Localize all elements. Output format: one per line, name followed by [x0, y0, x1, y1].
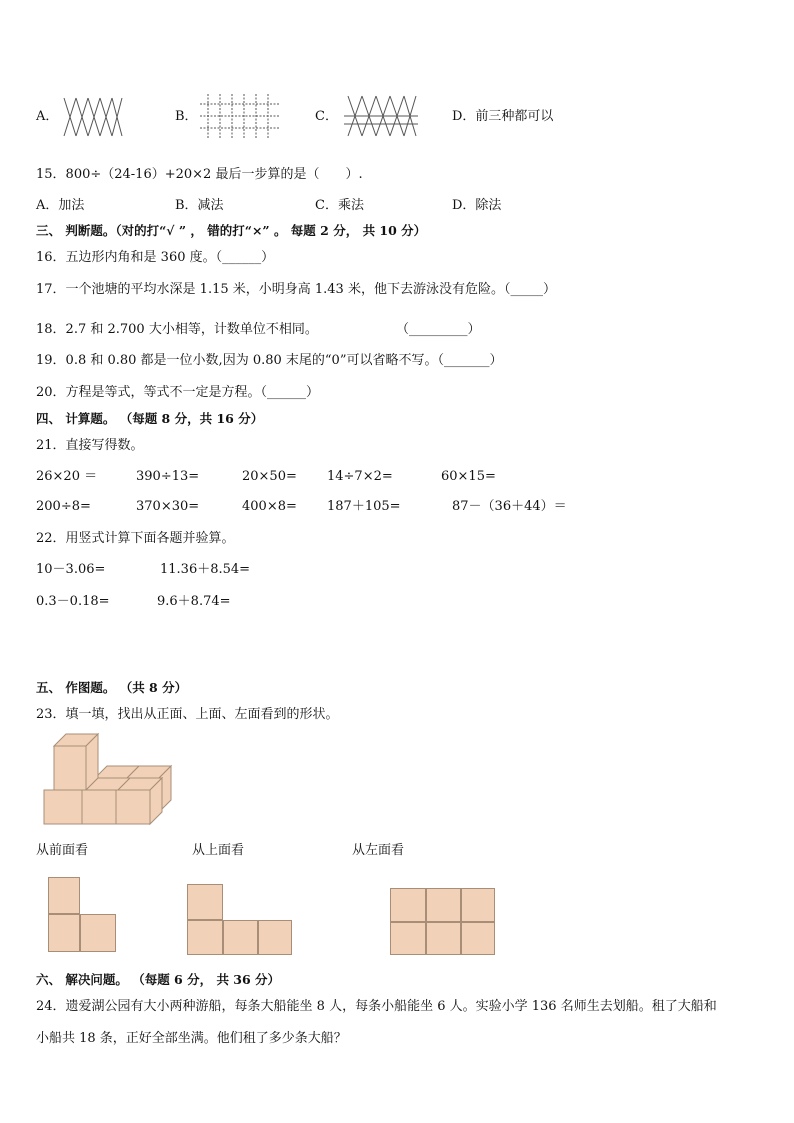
calc-item: 26×20 ＝ — [36, 469, 98, 484]
calc-item: 187＋105= — [327, 499, 401, 514]
q15-option-b: B．减法 — [175, 198, 224, 213]
q24-line2: 小船共 18 条，正好全部坐满。他们租了多少条大船？ — [36, 1031, 347, 1046]
section3-title: 三、 判断题。（对的打“√ ” ， 错的打“×” 。 每题 2 分， 共 10 分） — [36, 223, 427, 238]
view-square — [187, 920, 223, 955]
calc-item: 390÷13= — [136, 469, 200, 484]
vertical-calc-item: 0.3－0.18= — [36, 594, 110, 609]
q15-option-d: D．除法 — [452, 198, 502, 213]
q19: 19．0.8 和 0.80 都是一位小数,因为 0.80 末尾的“0”可以省略不写。（_______） — [36, 353, 503, 368]
vertical-calc-item: 11.36＋8.54= — [160, 562, 251, 577]
q16: 16．五边形内角和是 360 度。（______） — [36, 250, 275, 265]
view-square — [48, 877, 80, 914]
option-b-label: B． — [175, 109, 198, 124]
q23-stem: 23．填一填，找出从正面、上面、左面看到的形状。 — [36, 707, 339, 722]
view-label-top: 从上面看 — [192, 843, 245, 858]
view-square — [390, 922, 426, 955]
vertical-calc-item: 10－3.06= — [36, 562, 106, 577]
calc-item: 87－（36＋44）＝ — [452, 499, 567, 514]
view-label-front: 从前面看 — [36, 843, 89, 858]
view-square — [390, 888, 426, 922]
cube-stack-figure — [40, 732, 175, 828]
q18-answer-blank[interactable]: （_________） — [396, 322, 481, 337]
view-square — [48, 914, 80, 952]
view-square — [223, 920, 258, 955]
q21-stem: 21．直接写得数。 — [36, 438, 144, 453]
q15-stem: 15．800÷（24-16）+20×2 最后一步算的是（ ）. — [36, 167, 363, 182]
q15-option-a: A．加法 — [36, 198, 85, 213]
calc-item: 20×50= — [242, 469, 297, 484]
grid-lines-figure — [200, 94, 280, 138]
triangle-crossing-lines-figure — [344, 94, 418, 138]
section4-title: 四、 计算题。 （每题 8 分，共 16 分） — [36, 411, 264, 426]
view-square — [187, 884, 223, 920]
view-square — [426, 888, 461, 922]
section5-title: 五、 作图题。 （共 8 分） — [36, 680, 188, 695]
q20: 20．方程是等式，等式不一定是方程。（______） — [36, 385, 320, 400]
calc-item: 200÷8= — [36, 499, 91, 514]
section6-title: 六、 解决问题。 （每题 6 分， 共 36 分） — [36, 972, 281, 987]
view-square — [80, 914, 116, 952]
diagonal-crossing-lines-figure — [62, 96, 124, 138]
view-square — [461, 888, 495, 922]
q17: 17．一个池塘的平均水深是 1.15 米，小明身高 1.43 米，他下去游泳没有危险。（_____） — [36, 282, 556, 297]
calc-item: 14÷7×2= — [327, 469, 393, 484]
option-a-label: A． — [36, 109, 59, 124]
view-square — [461, 922, 495, 955]
q15-option-c: C．乘法 — [315, 198, 364, 213]
option-d-label: D．前三种都可以 — [452, 109, 554, 124]
q18: 18．2.7 和 2.700 大小相等，计数单位不相同。 — [36, 322, 318, 337]
vertical-calc-item: 9.6＋8.74= — [157, 594, 231, 609]
view-square — [426, 922, 461, 955]
view-square — [258, 920, 292, 955]
calc-item: 400×8= — [242, 499, 297, 514]
option-c-label: C． — [315, 109, 338, 124]
q22-stem: 22．用竖式计算下面各题并验算。 — [36, 531, 235, 546]
view-label-left: 从左面看 — [352, 843, 405, 858]
calc-item: 370×30= — [136, 499, 200, 514]
calc-item: 60×15= — [441, 469, 496, 484]
q24-line1: 24．遗爱湖公园有大小两种游船，每条大船能坐 8 人，每条小船能坐 6 人。实验小学 136 名师生去划船。租了大船和 — [36, 999, 717, 1014]
